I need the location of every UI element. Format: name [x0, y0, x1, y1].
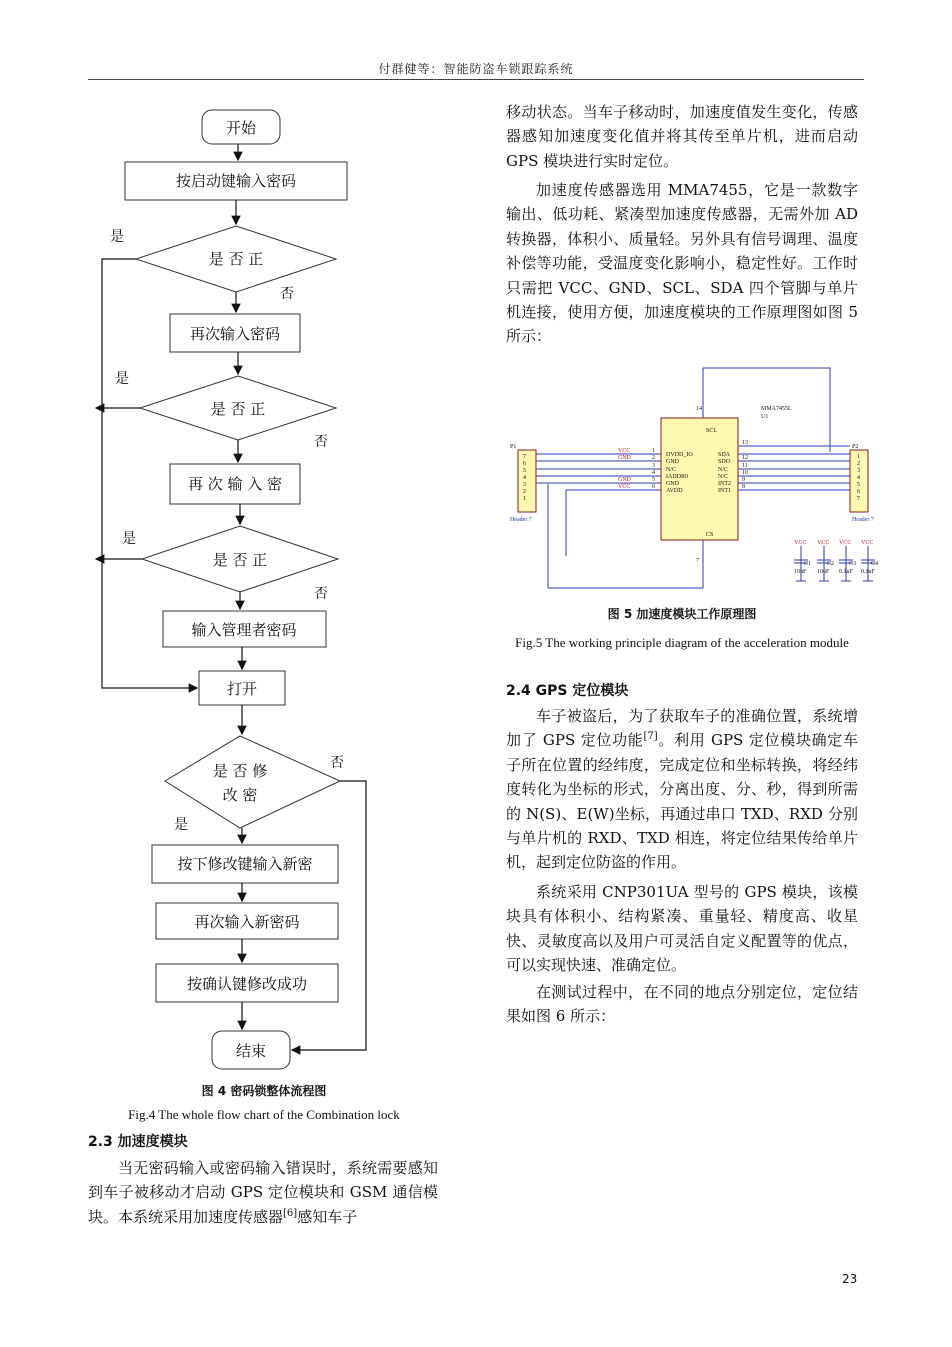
no-label-3: 否 [314, 586, 328, 602]
yes-label-2: 是 [115, 371, 129, 387]
header-p2-label: Header 7 [852, 517, 874, 523]
pin-num: 8 [742, 484, 745, 490]
pin-name: AVDD [666, 488, 683, 494]
net-label: VCC [618, 448, 631, 454]
end-label: 结束 [235, 1042, 267, 1060]
pin-name: INT1 [718, 488, 731, 494]
cap-value: 0.1uF [839, 569, 853, 575]
cap-net: VCC [861, 540, 874, 546]
figure5-caption-cn: 图 5 加速度模块工作原理图 [607, 607, 757, 621]
cap-value: 10uF [817, 569, 830, 575]
section-2-4-paragraph-1: 车子被盗后，为了获取车子的准确位置，系统增加了 GPS 定位功能[7]。利用 GPS 定位模块确定车子所在位置的经纬度，完成定位和坐标转换，将经纬度转化为坐标的形式，分离出度、分、秒，得到所需的 N(S)、E(W)坐标，再通过串口 TXD、RXD 分别与单片机的 RXD、TXD 相连，将定位结果传给单片机，起到定位防盗的作用。 [506, 707, 859, 872]
header-p1 [518, 450, 536, 512]
modify-label-1: 是 否 修 [212, 762, 268, 780]
figure5-caption-en: Fig.5 The working principle diagram of the acceleration module [515, 635, 849, 650]
pin-num: 10 [742, 470, 748, 476]
yes-label-4: 是 [174, 817, 188, 833]
pin-num: 9 [742, 477, 745, 483]
citation-7: [7] [643, 731, 658, 743]
cap-net: VCC [839, 540, 852, 546]
check2-label: 是 否 正 [210, 400, 266, 418]
yes-label-3: 是 [122, 531, 136, 547]
pin-num: 6 [652, 484, 655, 490]
header-pin: 5 [523, 468, 526, 474]
figure4-caption-en: Fig.4 The whole flow chart of the Combination lock [128, 1107, 400, 1122]
header-pin: 7 [857, 496, 860, 502]
press-modify-label: 按下修改键输入新密 [177, 855, 313, 873]
section-2-4-paragraph-2: 系统采用 CNP301UA 型号的 GPS 模块，该模块具有体积小、结构紧凑、重量轻、精度高、收星快、灵敏度高以及用户可灵活自定义配置等的优点，可以实现快速、准确定位。 [506, 883, 858, 975]
chip-pin-bottom: CS [706, 532, 714, 538]
figure4-caption-cn: 图 4 密码锁整体流程图 [201, 1084, 327, 1098]
check3-label: 是 否 正 [212, 551, 268, 569]
cap-ref: C4 [871, 561, 879, 567]
pin-name: SDO [718, 459, 731, 465]
pin-num: 2 [652, 455, 655, 461]
chip-name-label: MMA7455L [761, 406, 792, 412]
header-p1-ref: P1 [510, 444, 517, 450]
pin-name: GND [666, 459, 679, 465]
pin-num: 3 [652, 463, 655, 469]
pin-name: DVDD_IO [666, 452, 693, 458]
start-label: 开始 [225, 119, 257, 137]
no-label-2: 否 [314, 434, 328, 450]
section-2-4-paragraph-3: 在测试过程中，在不同的地点分别定位，定位结果如图 6 所示： [506, 983, 858, 1026]
cap-net: VCC [817, 540, 830, 546]
cap-ref: C3 [849, 561, 857, 567]
chip-pin-bottom-num: 7 [696, 558, 699, 564]
pin-num: 5 [652, 477, 655, 483]
modify-label-2: 改 密 [222, 786, 258, 804]
pin-name: SDA [718, 452, 731, 458]
header-pin: 4 [523, 475, 526, 481]
figure4-flowchart [88, 96, 388, 1078]
pin-name: N/C [718, 474, 729, 480]
page-number: 23 [842, 1272, 858, 1286]
pin-num: 1 [652, 448, 655, 454]
header-pin: 3 [523, 482, 526, 488]
header-pin: 6 [857, 489, 860, 495]
header-pin: 3 [857, 468, 860, 474]
pin-name: INT2 [718, 481, 731, 487]
figure5-circuit [506, 366, 886, 598]
section-2-4-title: 2.4 GPS 定位模块 [506, 683, 629, 699]
confirm-label: 按确认键修改成功 [186, 975, 308, 993]
right-paragraph-1: 移动状态。当车子移动时，加速度值发生变化，传感器感知加速度变化值并将其传至单片机，进而启动 GPS 模块进行实时定位。 [506, 103, 858, 170]
header-p2-ref: P2 [852, 444, 859, 450]
header-rule [88, 79, 864, 80]
no-label-1: 否 [280, 286, 294, 302]
pin-num: 11 [742, 463, 748, 469]
header-pin: 4 [857, 475, 860, 481]
header-pin: 2 [523, 489, 526, 495]
header-p1-label: Header 7 [510, 517, 532, 523]
admin-label: 输入管理者密码 [191, 621, 297, 639]
input1-label: 按启动键输入密码 [175, 172, 297, 190]
open-label: 打开 [226, 680, 258, 698]
header-pin: 2 [857, 461, 860, 467]
chip-pin-top: SCL [706, 428, 718, 434]
header-pin: 1 [523, 496, 526, 502]
input-new-label: 再次输入新密码 [194, 913, 300, 931]
pin-num: 13 [742, 440, 748, 446]
right-paragraph-2: 加速度传感器选用 MMA7455，它是一款数字输出、低功耗、紧凑型加速度传感器，无需外加 AD 转换器，体积小、质量轻。另外具有信号调理、温度补偿等功能，受温度变化影响小，稳定性好。工作时只需把 VCC、GND、SCL、SDA 四个管脚与单片机连接，使用方便，加速度模块的工作原理图如图 5 所示： [506, 181, 858, 346]
net-label: GND [618, 477, 631, 483]
net-label: VCC [618, 484, 631, 490]
net-label: GND [618, 455, 631, 461]
pin-name: IADDR0 [666, 474, 688, 480]
citation-6: [6] [283, 1207, 298, 1219]
cap-value: 0.1uF [861, 569, 875, 575]
pin-num: 12 [742, 455, 748, 461]
input2-label: 再次输入密码 [189, 325, 281, 343]
pin-num: 4 [652, 470, 655, 476]
chip-pin-top-num: 14 [696, 406, 702, 412]
cap-ref: C1 [804, 561, 812, 567]
cap-ref: C2 [827, 561, 835, 567]
section-2-3-paragraph: 当无密码输入或密码输入错误时，系统需要感知到车子被移动才启动 GPS 定位模块和 GSM 通信模块。本系统采用加速度传感器[6]感知车子 [88, 1159, 438, 1226]
cap-net: VCC [794, 540, 807, 546]
no-label-4: 否 [330, 755, 344, 771]
pin-name: N/C [666, 467, 677, 473]
chip-ref-label: U1 [761, 414, 769, 420]
header-pin: 6 [523, 461, 526, 467]
section-2-3-title: 2.3 加速度模块 [88, 1134, 188, 1150]
header-pin: 1 [857, 454, 860, 460]
modify-diamond [165, 736, 340, 828]
cap-value: 10uF [794, 569, 807, 575]
yes-label-1: 是 [110, 229, 124, 245]
header-pin: 5 [857, 482, 860, 488]
check1-label: 是 否 正 [208, 250, 264, 268]
header-pin: 7 [523, 454, 526, 460]
pin-name: N/C [718, 467, 729, 473]
running-header: 付群健等：智能防盗车锁跟踪系统 [378, 62, 574, 76]
pin-name: GND [666, 481, 679, 487]
input3-label: 再 次 输 入 密 [187, 475, 283, 493]
